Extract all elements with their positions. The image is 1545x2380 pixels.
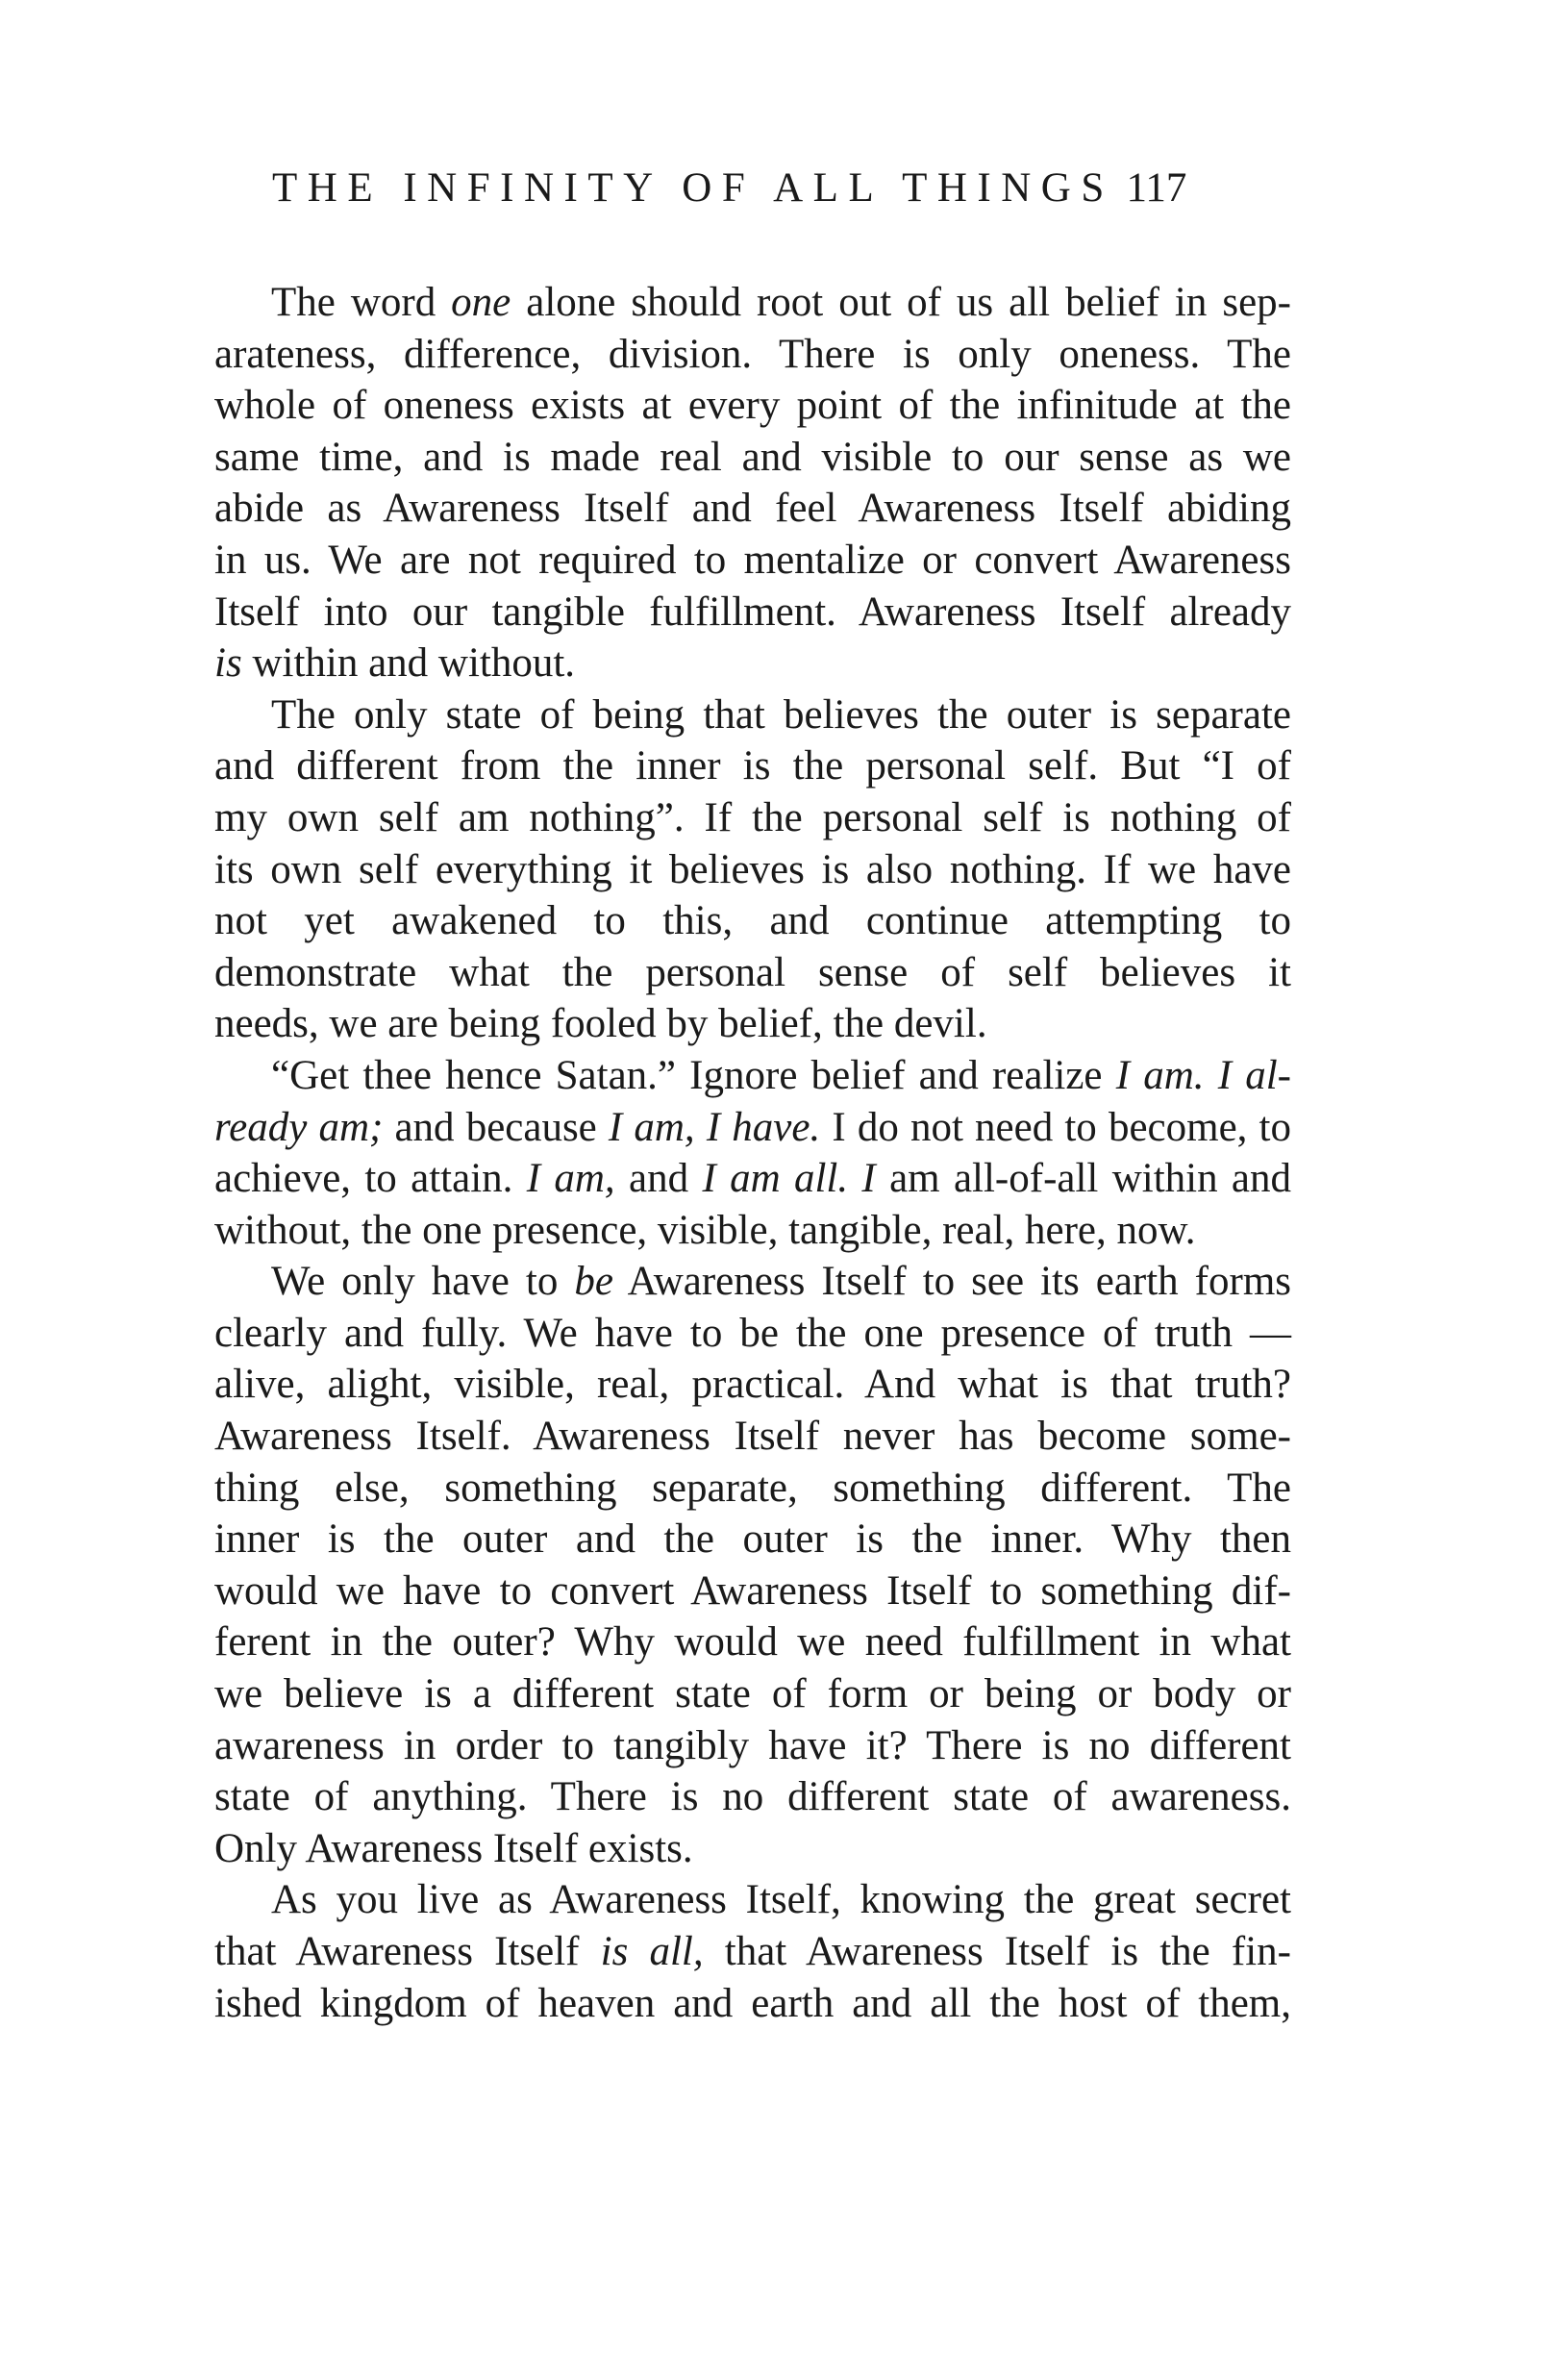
text-line (214, 689, 1291, 741)
text-line (214, 1308, 1291, 1360)
italic-text: I am. I al- (1115, 1052, 1291, 1098)
italic-text: ready am; (214, 1104, 384, 1150)
text-run: As you live as Awareness Itself, knowing the great secret (271, 1877, 1291, 1923)
text-run: that Awareness Itself (214, 1929, 601, 1974)
text-run: whole of oneness exists at every point of the infinitude at the (214, 383, 1291, 429)
text-run: its own self everything it believes is also nothing. If we have (214, 846, 1291, 892)
text-run: abide as Awareness Itself and feel Awareness Itself abiding (214, 486, 1291, 532)
text-run: achieve, to attain. (214, 1156, 527, 1202)
text-run: and different from the inner is the personal self. But “I of (214, 743, 1291, 789)
text-line (214, 1359, 1291, 1411)
italic-text: I am all. I (702, 1156, 876, 1202)
text-line (214, 1926, 1291, 1978)
italic-text: is (214, 640, 242, 687)
italic-text: I am, (526, 1156, 615, 1202)
text-run: we believe is a different state of form or being or body or (214, 1671, 1291, 1717)
text-line (214, 1153, 1291, 1205)
text-line (214, 844, 1291, 896)
text-run: I do not need to become, to (820, 1104, 1291, 1150)
text-run: ferent in the outer? Why would we need fulfillment in what (214, 1619, 1291, 1666)
text-line (214, 277, 1291, 329)
text-line (214, 1463, 1291, 1515)
text-line (214, 1874, 1291, 1926)
text-line (214, 329, 1291, 381)
text-run: We only have to (271, 1259, 575, 1305)
text-run: “Get thee hence Satan.” Ignore belief and realize (271, 1052, 1116, 1098)
text-line (214, 432, 1291, 484)
text-line (214, 1668, 1291, 1720)
text-run: needs, we are being fooled by belief, the devil. (214, 1001, 987, 1047)
text-line (214, 1411, 1291, 1463)
text-run: not yet awakened to this, and continue attempting to (214, 898, 1291, 944)
text-run: inner is the outer and the outer is the inner. Why then (214, 1516, 1291, 1563)
text-line (214, 1256, 1291, 1308)
text-run: alone should root out of us all belief in sep- (511, 280, 1291, 325)
text-line (214, 1616, 1291, 1668)
text-run: in us. We are not required to mentalize or convert Awareness (214, 537, 1291, 583)
text-run: Only Awareness Itself exists. (214, 1825, 693, 1871)
text-run: demonstrate what the personal sense of self believes it (214, 949, 1291, 995)
text-line (214, 1514, 1291, 1566)
text-line (214, 587, 1291, 639)
text-line (214, 483, 1291, 535)
text-run: alive, alight, visible, real, practical. And what is that truth? (214, 1362, 1291, 1408)
italic-text: be (574, 1259, 613, 1305)
text-line (214, 1771, 1291, 1823)
text-line (214, 1823, 1291, 1875)
text-run: that Awareness Itself is the fin- (703, 1929, 1291, 1974)
text-run: arateness, difference, division. There is only oneness. The (214, 331, 1291, 377)
italic-text: is all, (600, 1929, 704, 1974)
italic-text: I am, I have. (608, 1104, 821, 1150)
text-line (214, 1205, 1291, 1257)
text-run: state of anything. There is no different state of awareness. (214, 1774, 1291, 1820)
text-run: same time, and is made real and visible to our sense as we (214, 434, 1291, 480)
text-run: awareness in order to tangibly have it? There is no different (214, 1722, 1291, 1768)
text-run: The only state of being that believes the outer is separate (271, 691, 1291, 738)
text-line (214, 638, 1291, 689)
text-run: thing else, something separate, something different. The (214, 1465, 1291, 1511)
text-line (214, 740, 1291, 792)
body-text (214, 277, 1291, 2029)
text-run: would we have to convert Awareness Itself to something dif- (214, 1567, 1291, 1614)
chapter-title: THE INFINITY OF ALL THINGS (272, 165, 1114, 211)
text-run: without, the one presence, visible, tangible, real, here, now. (214, 1207, 1196, 1253)
text-run: Itself into our tangible fulfillment. Awareness Itself already (214, 589, 1291, 635)
text-line (214, 895, 1291, 947)
text-line (214, 1566, 1291, 1617)
text-line (214, 947, 1291, 999)
text-run: within and without. (241, 640, 576, 687)
text-run: Awareness Itself to see its earth forms (612, 1259, 1292, 1305)
text-run: clearly and fully. We have to be the one presence of truth — (214, 1310, 1291, 1356)
text-line (214, 1050, 1291, 1102)
text-line (214, 792, 1291, 844)
text-line (214, 380, 1291, 432)
running-head (272, 160, 1291, 217)
text-run: am all-of-all within and (875, 1156, 1292, 1202)
italic-text: one (451, 280, 511, 325)
text-line (214, 535, 1291, 587)
text-line (214, 1102, 1291, 1154)
text-run: ished kingdom of heaven and earth and all the host of them, (214, 1980, 1291, 2026)
text-line (214, 1978, 1291, 2030)
text-line (214, 998, 1291, 1050)
text-run: and because (383, 1104, 609, 1150)
text-run: my own self am nothing”. If the personal self is nothing of (214, 794, 1291, 840)
page-number: 117 (1126, 165, 1187, 211)
text-run: Awareness Itself. Awareness Itself never has become some- (214, 1414, 1291, 1460)
text-run: and (614, 1156, 703, 1202)
text-line (214, 1720, 1291, 1772)
text-run: The word (271, 280, 452, 325)
